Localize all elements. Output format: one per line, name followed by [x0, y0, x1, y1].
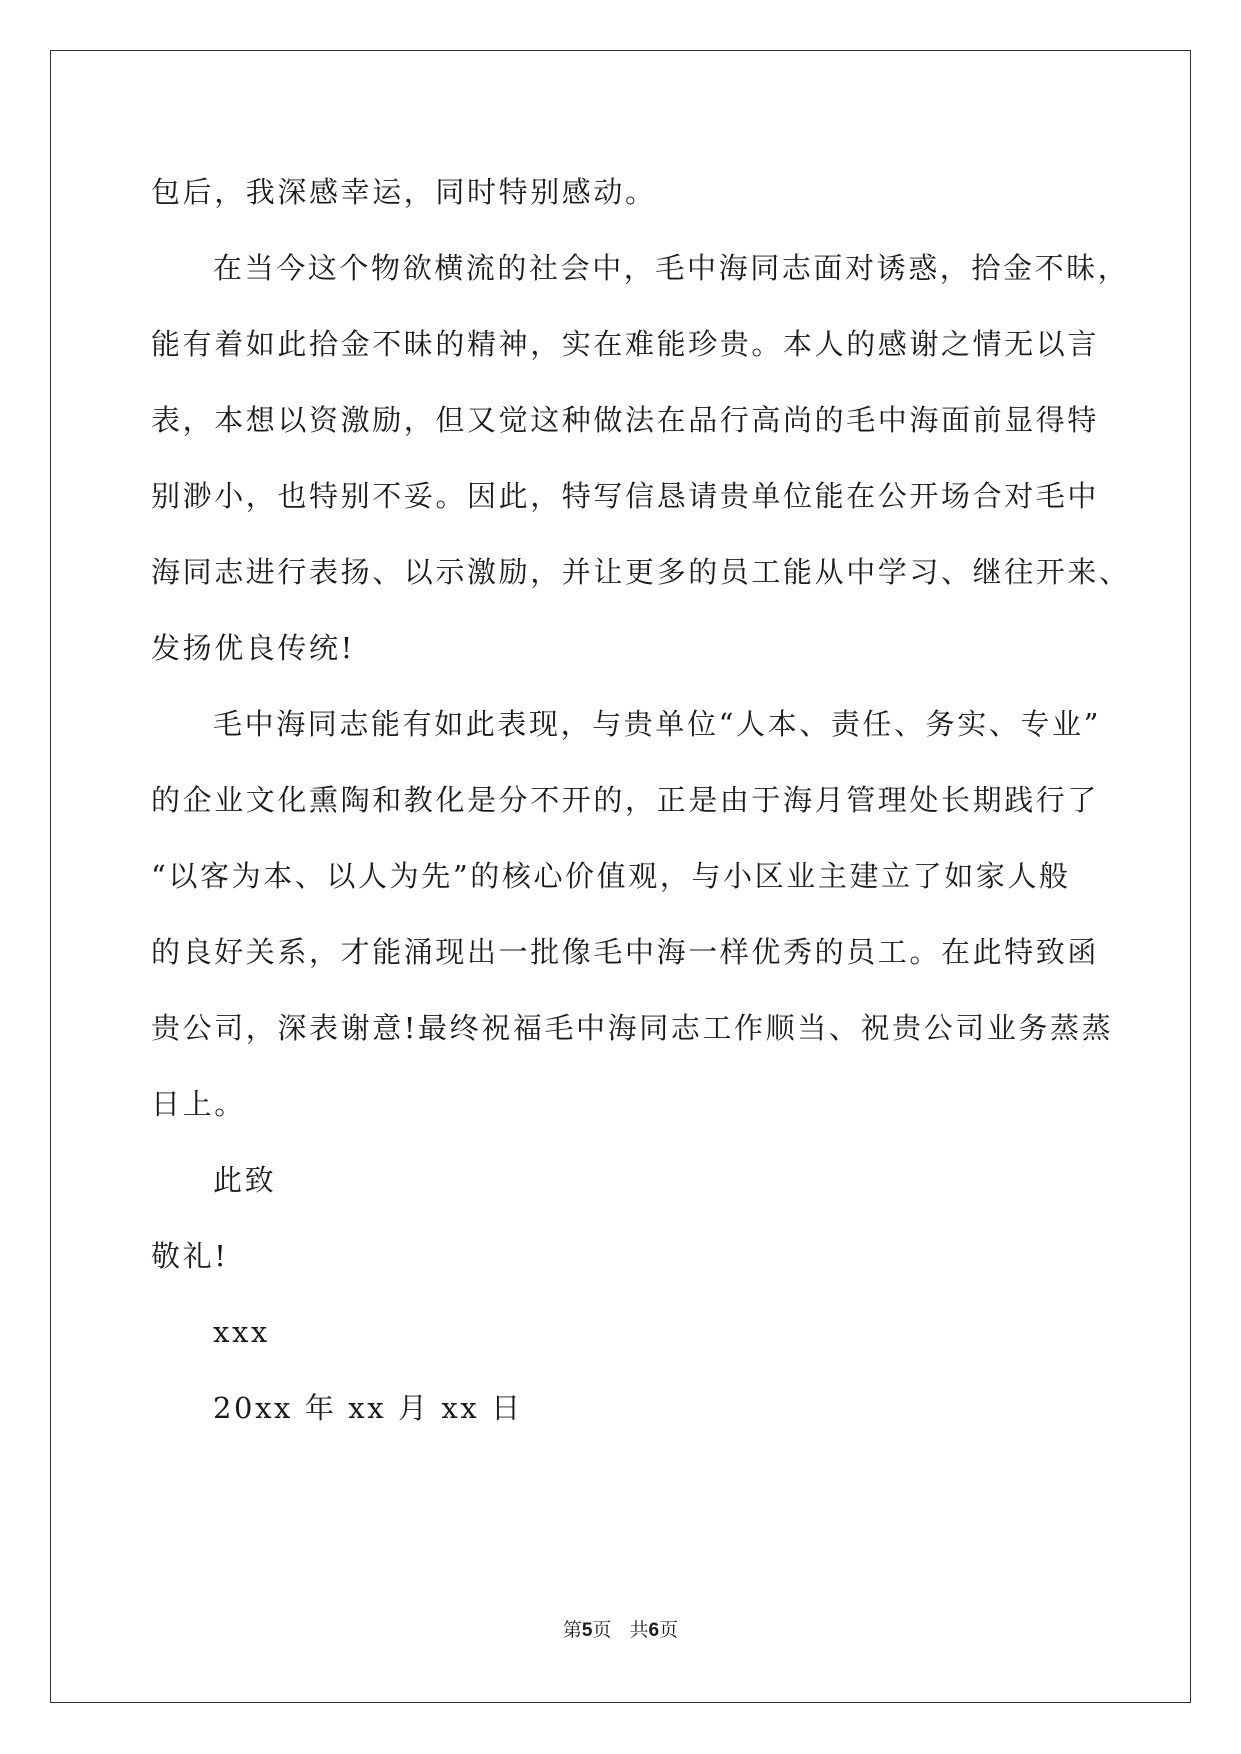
body-line-3: 能有着如此拾金不昧的精神，实在难能珍贵。本人的感谢之情无以言 [151, 327, 1100, 361]
footer-total-suffix: 页 [659, 1619, 679, 1641]
signature: xxx [213, 1315, 270, 1349]
body-line-13: 日上。 [151, 1087, 246, 1121]
footer-page-prefix: 第 [562, 1619, 582, 1641]
footer-page-suffix: 页 [592, 1619, 612, 1641]
body-line-11: 的良好关系，才能涌现出一批像毛中海一样优秀的员工。在此特致函 [151, 935, 1100, 969]
body-line-1: 包后，我深感幸运，同时特别感动。 [151, 175, 657, 209]
body-line-7: 发扬优良传统! [151, 631, 355, 665]
body-line-9: 的企业文化熏陶和教化是分不开的，正是由于海月管理处长期践行了 [151, 783, 1100, 817]
body-line-10: “以客为本、以人为先”的核心价值观，与小区业主建立了如家人般 [151, 859, 1071, 893]
body-line-8: 毛中海同志能有如此表现，与贵单位“人本、责任、务实、专业” [213, 707, 1102, 741]
body-line-2: 在当今这个物欲横流的社会中，毛中海同志面对诱惑，拾金不昧， [213, 251, 1130, 285]
closing-regards: 敬礼! [151, 1239, 229, 1273]
body-line-4: 表，本想以资激励，但又觉这种做法在品行高尚的毛中海面前显得特 [151, 403, 1100, 437]
closing-salutation: 此致 [213, 1163, 277, 1197]
footer-page-number: 5 [581, 1620, 593, 1641]
page-footer [0, 1618, 1241, 1643]
footer-total-number: 6 [648, 1620, 660, 1641]
body-line-12: 贵公司，深表谢意!最终祝福毛中海同志工作顺当、祝贵公司业务蒸蒸 [151, 1011, 1114, 1045]
date-line: 20xx 年 xx 月 xx 日 [213, 1391, 523, 1425]
body-line-5: 别渺小，也特别不妥。因此，特写信恳请贵单位能在公开场合对毛中 [151, 479, 1100, 513]
body-line-6: 海同志进行表扬、以示激励，并让更多的员工能从中学习、继往开来、 [151, 555, 1131, 589]
footer-total-prefix: 共 [629, 1619, 649, 1641]
